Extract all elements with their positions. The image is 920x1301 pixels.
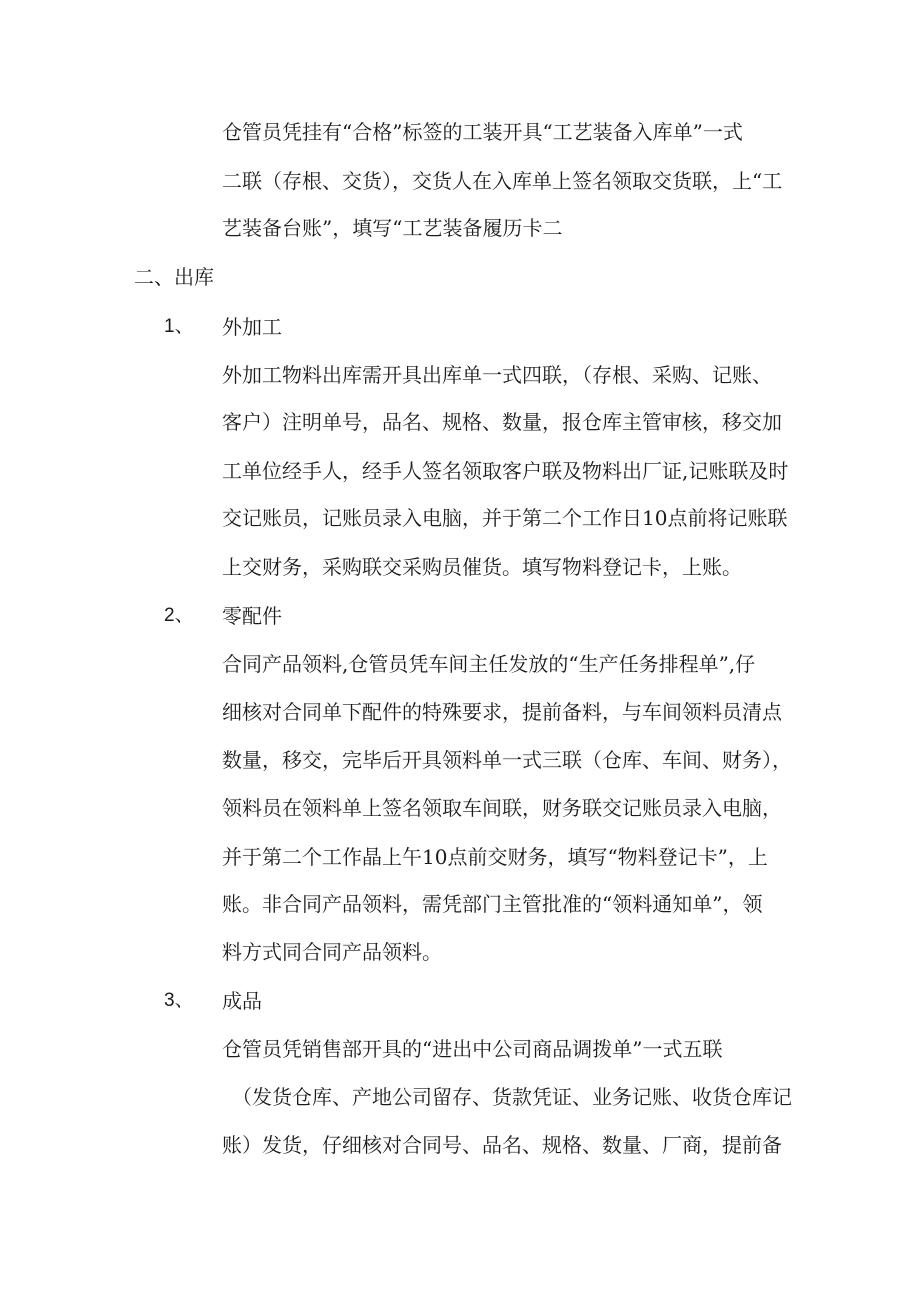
item-2-line-2: 细核对合同单下配件的特殊要求，提前备料，与车间领料员清点 bbox=[222, 700, 782, 724]
item-2-number: 2、 bbox=[164, 605, 194, 626]
item-3-line-3: 账）发货，仔细核对合同号、品名、规格、数量、厂商，提前备 bbox=[222, 1133, 782, 1157]
item-1-title: 外加工 bbox=[222, 315, 282, 339]
item-1-line-1: 外加工物料出库需开具出库单一式四联，（存根、采购、记账、 bbox=[222, 363, 772, 387]
intro-line-3: 艺装备台账”，填写“工艺装备履历卡二 bbox=[222, 216, 563, 240]
item-1-line-2: 客户）注明单号，品名、规格、数量，报仓库主管审核，移交加 bbox=[222, 410, 782, 434]
intro-line-1: 仓管员凭挂有“合格”标签的工装开具“工艺装备入库单”一式 bbox=[222, 120, 743, 144]
item-2-line-5: 并于第二个工作晶上午10点前交财务，填写“物料登记卡”，上 bbox=[222, 845, 768, 869]
item-2-line-4: 领料员在领料单上签名领取车间联，财务联交记账员录入电脑， bbox=[222, 796, 782, 820]
item-3-line-2: （发货仓库、产地公司留存、货款凭证、业务记账、收货仓库记 bbox=[232, 1085, 792, 1109]
intro-line-2: 二联（存根、交货），交货人在入库单上签名领取交货联，上“工 bbox=[222, 169, 783, 193]
item-1-line-5: 上交财务，采购联交采购员催货。填写物料登记卡，上账。 bbox=[222, 555, 742, 579]
item-3-title: 成品 bbox=[222, 989, 262, 1013]
section-heading: 二、出库 bbox=[134, 265, 214, 289]
item-3-line-1: 仓管员凭销售部开具的“进出中公司商品调拨单”一式五联 bbox=[222, 1037, 723, 1061]
item-2-title: 零配件 bbox=[222, 604, 282, 628]
item-1-line-3: 工单位经手人，经手人签名领取客户联及物料出厂证,记账联及时 bbox=[222, 459, 789, 483]
item-2-line-7: 料方式同合同产品领料。 bbox=[222, 940, 442, 964]
item-2-line-6: 账。非合同产品领料，需凭部门主管批准的“领料通知单”，领 bbox=[222, 892, 763, 916]
item-1-line-4: 交记账员，记账员录入电脑，并于第二个工作日10点前将记账联 bbox=[222, 506, 788, 530]
item-2-line-3: 数量，移交，完毕后开具领料单一式三联（仓库、车间、财务）， bbox=[222, 748, 792, 772]
item-1-number: 1、 bbox=[164, 316, 194, 337]
item-2-line-1: 合同产品领料,仓管员凭车间主任发放的“生产任务排程单”,仔 bbox=[222, 652, 756, 676]
item-3-number: 3、 bbox=[164, 990, 194, 1011]
